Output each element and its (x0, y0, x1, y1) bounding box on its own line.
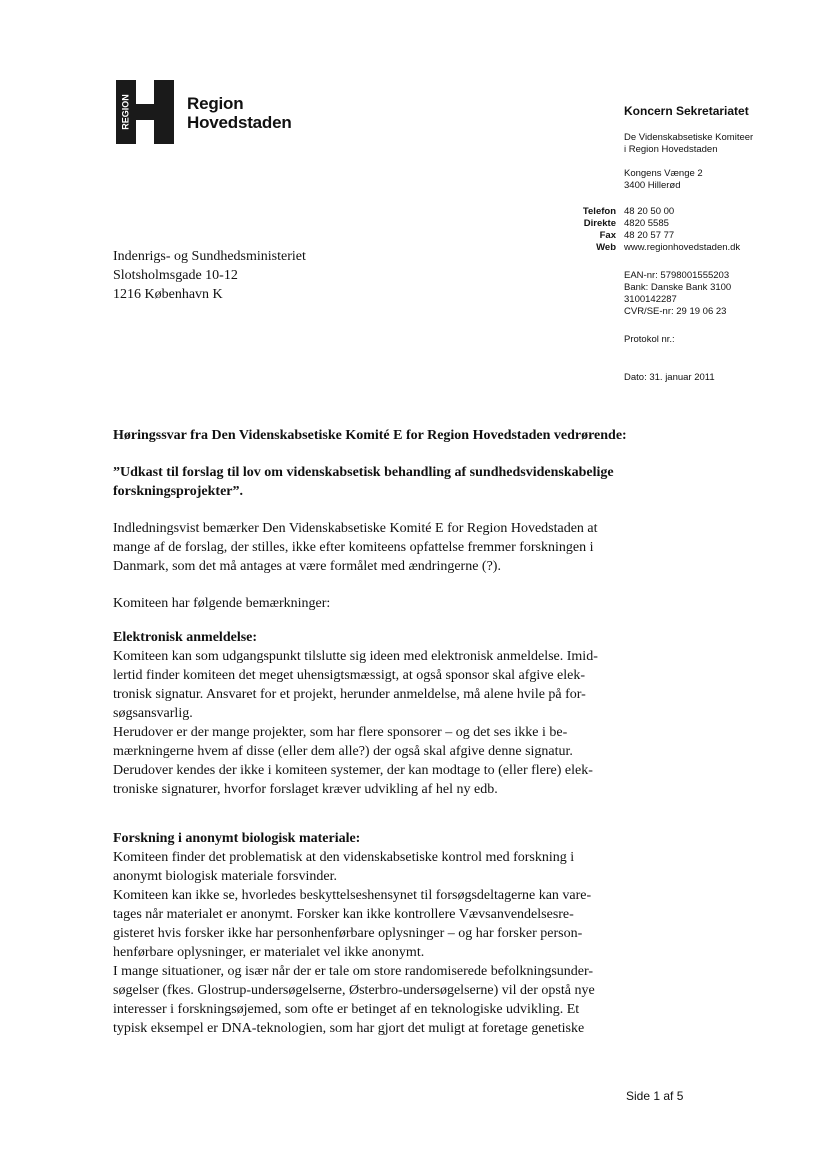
remarks-intro: Komiteen har følgende bemærkninger: (113, 596, 331, 611)
section-heading: Elektronisk anmeldelse: (113, 630, 258, 645)
contact-values (624, 206, 740, 254)
fax-value: 48 20 57 77 (624, 230, 675, 241)
bill-title: ”Udkast til forslag til lov om videnskabsetisk behandling af sundhedsvidenskabelige forskningsprojekter”. (113, 465, 614, 499)
logo-mark-text: REGION (120, 94, 131, 130)
logo-line-2: Hovedstaden (187, 113, 292, 132)
recipient-line: Indenrigs- og Sundhedsministeriet (113, 249, 306, 264)
web-value: www.regionhovedstaden.dk (624, 242, 741, 253)
ean-number: EAN-nr: 5798001555203 (624, 270, 730, 281)
department-name: Koncern Sekretariatet (624, 104, 749, 118)
letter-subject: Høringssvar fra Den Videnskabsetiske Komité E for Region Hovedstaden vedrørende: (113, 428, 627, 443)
contact-labels (552, 206, 616, 254)
logo-wordmark (187, 94, 292, 132)
sender-city: 3400 Hillerød (624, 180, 681, 191)
intro-paragraph: Indledningsvist bemærker Den Videnskabsetiske Komité E for Region Hovedstaden at mange af de forslag, der stilles, ikke efter komiteens opfattelse fremmer forskningen i Danmark, som det må antages at være formålet med ændringerne (?). (113, 521, 598, 574)
page-number: Side 1 af 5 (626, 1089, 684, 1103)
sender-street: Kongens Vænge 2 (624, 168, 703, 179)
section-heading: Forskning i anonymt biologisk materiale: (113, 831, 361, 846)
recipient-address (113, 247, 306, 304)
direct-value: 4820 5585 (624, 218, 669, 229)
registration-info (624, 270, 731, 318)
contact-label: Fax (599, 230, 616, 241)
bank-account: 3100142287 (624, 294, 677, 305)
sender-address (624, 168, 703, 192)
cvr-number: CVR/SE-nr: 29 19 06 23 (624, 306, 727, 317)
section-anonymous-biological-material: Forskning i anonymt biologisk materiale: Komiteen finder det problematisk at den videnskabsetiske kontrol med forskning i anonymt biologisk materiale forsvinder. Komiteen kan ikke se, hvorledes beskyttelseshensynet til forsøgsdeltagerne kan vare- tages når materialet er anonymt. Forsker kan ikke kontrollere Vævsanvendelsesre- gisteret hvis forsker ikke har personhenførbare oplysninger – og har forsker person- henførbare oplysninger, er materialet vel ikke anonymt. I mange situationer, og især når der er tale om store randomiserede befolkningsunder- søgelser (fkes. Glostrup-undersøgelserne, Østerbro-undersøgelserne) vil der opstå nye interesser i forskningsøjemed, som ofte er betinget af en teknologiske udvikling. Et typisk eksempel er DNA-teknologien, som har gjort det muligt at foretage genetiske (113, 829, 723, 1038)
contact-label: Web (596, 242, 616, 253)
contact-label: Telefon (582, 206, 616, 217)
protocol-number: Protokol nr.: (624, 334, 675, 345)
letter-date: Dato: 31. januar 2011 (624, 372, 715, 383)
region-logo-mark (116, 80, 174, 144)
logo-line-1: Region (187, 94, 244, 113)
recipient-line: 1216 København K (113, 287, 223, 302)
region-h-icon (116, 80, 174, 144)
section-electronic-submission: Elektronisk anmeldelse: Komiteen kan som udgangspunkt tilslutte sig ideen med elektronisk anmeldelse. Imid- lertid finder komiteen det meget uhensigtsmæssigt, at også sponsor skal afgive elek- tronisk signatur. Ansvaret for et projekt, herunder anmeldelse, må alene hvile på for- søgsansvarlig. Herudover er der mange projekter, som har flere sponsorer – og det ses ikke i be- mærkningerne hvem af disse (eller dem alle?) der også skal afgive denne signatur. Derudover kendes der ikke i komiteen systemer, der kan modtage to (eller flere) elek- troniske signaturer, hvorfor forslaget kræver udvikling af hel ny edb. (113, 628, 723, 799)
recipient-line: Slotsholmsgade 10-12 (113, 268, 238, 283)
bank-name: Bank: Danske Bank 3100 (624, 282, 732, 293)
contact-label: Direkte (583, 218, 616, 229)
phone-value: 48 20 50 00 (624, 206, 675, 217)
committee-name: De Videnskabsetiske Komiteer i Region Hovedstaden (624, 132, 754, 155)
